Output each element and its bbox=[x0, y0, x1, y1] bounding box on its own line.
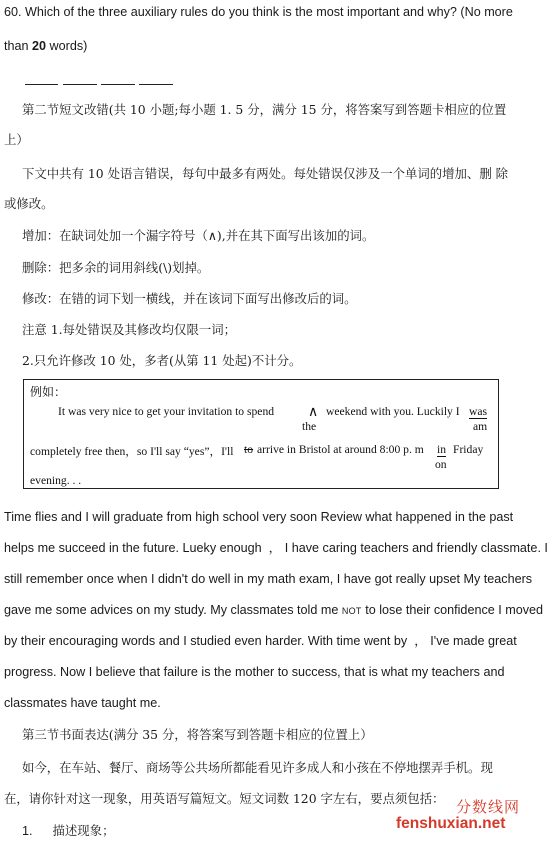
example-line2-b: arrive in Bristol at around 8:00 p. m bbox=[257, 443, 424, 456]
note-2: 2.只允许修改 10 处，多者(从第 11 处起)不计分。 bbox=[22, 353, 302, 368]
section2-title-line2: 上） bbox=[4, 132, 29, 147]
example-line2-a: completely free then，so I'll say “yes”，I'll bbox=[30, 445, 234, 458]
section2-intro-line2: 或修改。 bbox=[4, 196, 54, 211]
answer-blank-1 bbox=[25, 84, 58, 85]
passage-line6: progress. Now I believe that failure is the mother to success, that is what my teachers and bbox=[4, 665, 505, 679]
q60-line1: 60. Which of the three auxiliary rules do you think is the most important and why? (No more bbox=[4, 5, 513, 19]
passage-line5: by their encouraging words and I studied even harder. With time went by ， I've made great bbox=[4, 634, 517, 648]
watermark-en: fenshuxian.net bbox=[396, 815, 506, 832]
section2-intro-line1: 下文中共有 10 处语言错误，每句中最多有两处。每处错误仅涉及一个单词的增加、删 除 bbox=[22, 166, 509, 181]
answer-blank-4 bbox=[139, 84, 173, 85]
example-line2-c: Friday bbox=[453, 443, 484, 456]
passage-line4 bbox=[4, 602, 543, 619]
example-line1-after: weekend with you. Luckily I bbox=[326, 405, 460, 418]
passage-line4-text: gave me some advices on my study. My classmates told me bbox=[4, 603, 342, 617]
section3-item1-text: 描述现象； bbox=[52, 823, 115, 838]
example-label: 例如： bbox=[30, 385, 67, 399]
section2-title-line1: 第二节短文改错(共 10 小题;每小题 1. 5 分，满分 15 分，将答案写到答题卡相应的位置 bbox=[22, 102, 507, 117]
q60-line2-pre: than bbox=[4, 39, 33, 53]
example-caret: ∧ bbox=[308, 405, 319, 420]
q60-line2 bbox=[4, 38, 87, 54]
section3-item1 bbox=[22, 823, 114, 839]
passage-line1: Time flies and I will graduate from high school very soon Review what happened in the past bbox=[4, 510, 514, 524]
section3-prompt-line1: 如今，在车站、餐厅、商场等公共场所都能看见许多成人和小孩在不停地摆弄手机。现 bbox=[22, 760, 493, 775]
example-wrong-word-was: was bbox=[469, 405, 488, 418]
q60-line2-post: words) bbox=[46, 39, 88, 53]
example-box bbox=[23, 379, 499, 489]
passage-line7: classmates have taught me. bbox=[4, 696, 161, 710]
example-struck-word: to bbox=[244, 443, 254, 456]
answer-blank-3 bbox=[101, 84, 135, 85]
example-fix-on: on bbox=[435, 458, 447, 471]
example-wrong-word-in: in bbox=[437, 443, 447, 456]
answer-blank-2 bbox=[63, 84, 97, 85]
example-fix-am: am bbox=[473, 420, 488, 433]
delete-rule: 删除：把多余的词用斜线(\)划掉。 bbox=[22, 260, 210, 275]
passage-line3: still remember once when I didn't do well in my math exam, I have got really upset My teachers bbox=[4, 572, 533, 586]
modify-rule: 修改：在错的词下划一横线，并在该词下面写出修改后的词。 bbox=[22, 291, 357, 306]
section3-item1-number: 1. bbox=[22, 824, 33, 838]
passage-not-word: NOT bbox=[341, 606, 362, 616]
passage-line4-post: to lose their confidence I moved bbox=[361, 603, 544, 617]
section3-prompt-line2: 在，请你针对这一现象，用英语写篇短文。短文词数 120 字左右，要点须包括： bbox=[4, 791, 445, 806]
note-1: 注意 1.每处错误及其修改均仅限一词； bbox=[22, 322, 237, 337]
q60-word-limit: 20 bbox=[32, 39, 47, 53]
section3-title: 第三节书面表达(满分 35 分，将答案写到答题卡相应的位置上） bbox=[22, 727, 373, 742]
example-line3: evening. . . bbox=[30, 474, 82, 487]
add-rule: 增加：在缺词处加一个漏字符号（∧),并在其下面写出该加的词。 bbox=[22, 228, 375, 243]
watermark-cn: 分数线网 bbox=[456, 798, 521, 816]
passage-line2: helps me succeed in the future. Lueky enough ， I have caring teachers and friendly classmate. I bbox=[4, 541, 548, 555]
example-added-word: the bbox=[302, 420, 317, 433]
example-line1-text: It was very nice to get your invitation to spend bbox=[58, 405, 275, 418]
